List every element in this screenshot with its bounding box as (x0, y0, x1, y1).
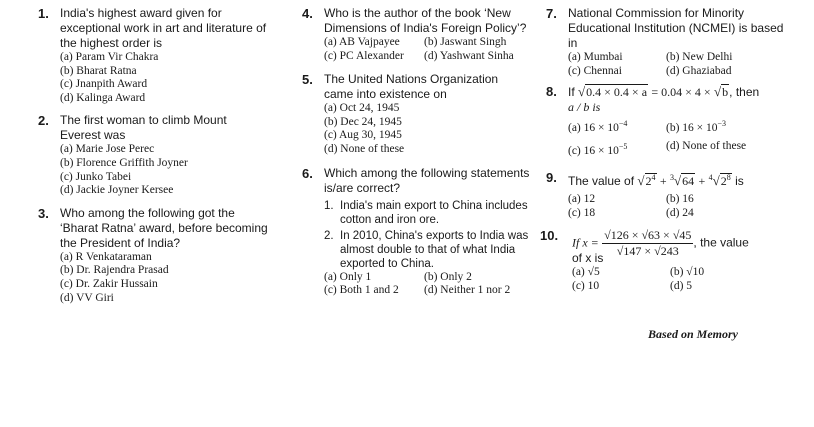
question-number: 3. (38, 205, 49, 221)
equation-middle: = 0.04 × 4 × (651, 85, 711, 100)
statement-number: 1. (324, 199, 334, 212)
option-c: (c) Dr. Zakir Hussain (60, 277, 158, 290)
option-d: (d) VV Giri (60, 291, 114, 304)
option-b: (b) $16 \times 10^{-3}$ (666, 119, 727, 135)
option-b: (b) 16 (666, 193, 694, 206)
question-prefix: If x = (572, 235, 599, 250)
option-b: (b) New Delhi (666, 51, 733, 63)
question-number: 5. (302, 72, 313, 88)
statement-text: India's main export to China includes cotton and iron ore. (340, 199, 528, 226)
option-c: (c) Aug 30, 1945 (324, 129, 402, 142)
question-number: 7. (546, 6, 557, 21)
question-number: 8. (546, 84, 557, 100)
option-a: (a) Only 1 (324, 270, 372, 283)
option-b: (b) √10 (670, 266, 705, 279)
square-root: √0.4 × 0.4 × a (578, 84, 648, 100)
option-row (324, 50, 530, 64)
option-c: (c) $16 \times 10^{-5}$ (568, 141, 628, 157)
plus-sign: + (698, 174, 706, 189)
question-text: Who is the author of the book ‘New Dimensions of India's Foreign Policy’? (324, 6, 527, 35)
question-text: The United Nations Organization came into existence on (324, 72, 499, 102)
question-number: 6. (302, 165, 313, 181)
question-text: India's highest award given for exceptional work in art and literature of the highest order is (60, 6, 267, 50)
question-text: National Commission for Minority Educational Institution (NCMEI) is based in (568, 6, 784, 50)
option-row (568, 140, 786, 158)
question-text: Who among the following got the ‘Bharat Ratna’ award, before becoming the President of India? (60, 205, 268, 250)
option-d: (d) Ghaziabad (666, 64, 732, 77)
statement-2 (324, 229, 530, 271)
option-row (568, 65, 786, 79)
question-6 (302, 166, 530, 298)
option-d: (d) 5 (670, 279, 693, 292)
question-number: 1. (38, 6, 49, 21)
plus-sign: + (659, 174, 667, 189)
option-a: (a) AB Vajpayee (324, 36, 400, 48)
question-line-2: of x is (572, 251, 604, 266)
question-9 (546, 170, 786, 220)
option-b: (b) Only 2 (424, 270, 472, 283)
question-8 (546, 84, 786, 158)
option-b: (b) Bharat Ratna (60, 64, 137, 77)
option-b: (b) Florence Griffith Joyner (60, 156, 188, 169)
option-a: (a) 12 (568, 193, 596, 206)
option-row (568, 193, 786, 207)
radicand: 0.4 × 0.4 × a (586, 85, 648, 100)
option-d: (d) None of these (324, 142, 405, 155)
footer-note: Based on Memory (648, 327, 738, 341)
question-text: Which among the following statements is/are correct? (324, 165, 530, 195)
option-row (572, 280, 786, 294)
option-row (568, 207, 786, 221)
question-4 (302, 6, 530, 63)
option-c: (c) 18 (568, 206, 596, 219)
question-number: 10. (540, 228, 559, 244)
statement-text: In 2010, China's exports to India was almost double to that of what India exported to China. (340, 229, 529, 270)
option-b: (b) Dec 24, 1945 (324, 115, 402, 128)
square-root-b: √b (714, 84, 729, 100)
option-d: (d) Yashwant Sinha (424, 49, 514, 62)
column-3 (540, 6, 786, 293)
option-a: (a) $16 \times 10^{-4}$ (568, 119, 628, 135)
fraction (602, 228, 693, 259)
numerator: √126 × √63 × √45 (604, 228, 692, 243)
question-number: 9. (546, 170, 557, 186)
column-2 (302, 6, 530, 298)
question-suffix: , the value (693, 235, 749, 250)
question-3 (38, 206, 270, 305)
question-10 (540, 228, 786, 293)
square-root-term: $√2^4$ (637, 173, 656, 189)
question-line-2: a / b is (568, 100, 601, 115)
option-b: (b) Jaswant Singh (424, 36, 507, 48)
option-a: (a) Marie Jose Perec (60, 143, 155, 156)
option-row (324, 36, 530, 50)
question-suffix: , then (729, 85, 760, 100)
option-a: (a) Param Vir Chakra (60, 51, 159, 63)
option-a: (a) √5 (572, 266, 600, 279)
cube-root-term: $^3$√64 (670, 173, 695, 189)
option-c: (c) Jnanpith Award (60, 78, 148, 91)
question-1 (38, 6, 270, 105)
option-row (324, 271, 530, 285)
column-1 (38, 6, 270, 305)
option-c: (c) Chennai (568, 64, 622, 77)
question-prefix: If (568, 85, 575, 100)
option-c: (c) Junko Tabei (60, 170, 132, 183)
option-d: (d) Kalinga Award (60, 91, 146, 104)
statement-number: 2. (324, 229, 334, 242)
option-c: (c) PC Alexander (324, 49, 404, 62)
option-a: (a) Mumbai (568, 51, 623, 63)
option-row (568, 117, 786, 135)
option-a: (a) R Venkataraman (60, 250, 152, 263)
question-number: 4. (302, 6, 313, 21)
option-row (324, 284, 530, 298)
option-b: (b) Dr. Rajendra Prasad (60, 264, 169, 277)
radicand-b: b (722, 85, 729, 100)
option-c: (c) Both 1 and 2 (324, 284, 399, 297)
option-row (568, 51, 786, 65)
question-number: 2. (38, 113, 49, 129)
question-text (568, 84, 786, 100)
statement-1 (324, 199, 530, 227)
question-7 (546, 6, 786, 78)
option-a: (a) Oct 24, 1945 (324, 102, 400, 115)
denominator: √147 × √243 (616, 244, 679, 259)
question-prefix: The value of (568, 174, 635, 189)
question-text (568, 170, 786, 189)
question-suffix: is (735, 174, 744, 189)
option-d: (d) None of these (666, 139, 747, 152)
option-d: (d) 24 (666, 206, 694, 219)
fourth-root-term: $^4√2^8$ (708, 173, 731, 189)
question-2 (38, 113, 270, 197)
question-5 (302, 72, 530, 156)
option-d: (d) Jackie Joyner Kersee (60, 184, 174, 197)
option-d: (d) Neither 1 nor 2 (424, 284, 511, 297)
question-text: The first woman to climb Mount Everest was (60, 113, 227, 143)
option-c: (c) 10 (572, 279, 600, 292)
option-row (572, 266, 786, 280)
